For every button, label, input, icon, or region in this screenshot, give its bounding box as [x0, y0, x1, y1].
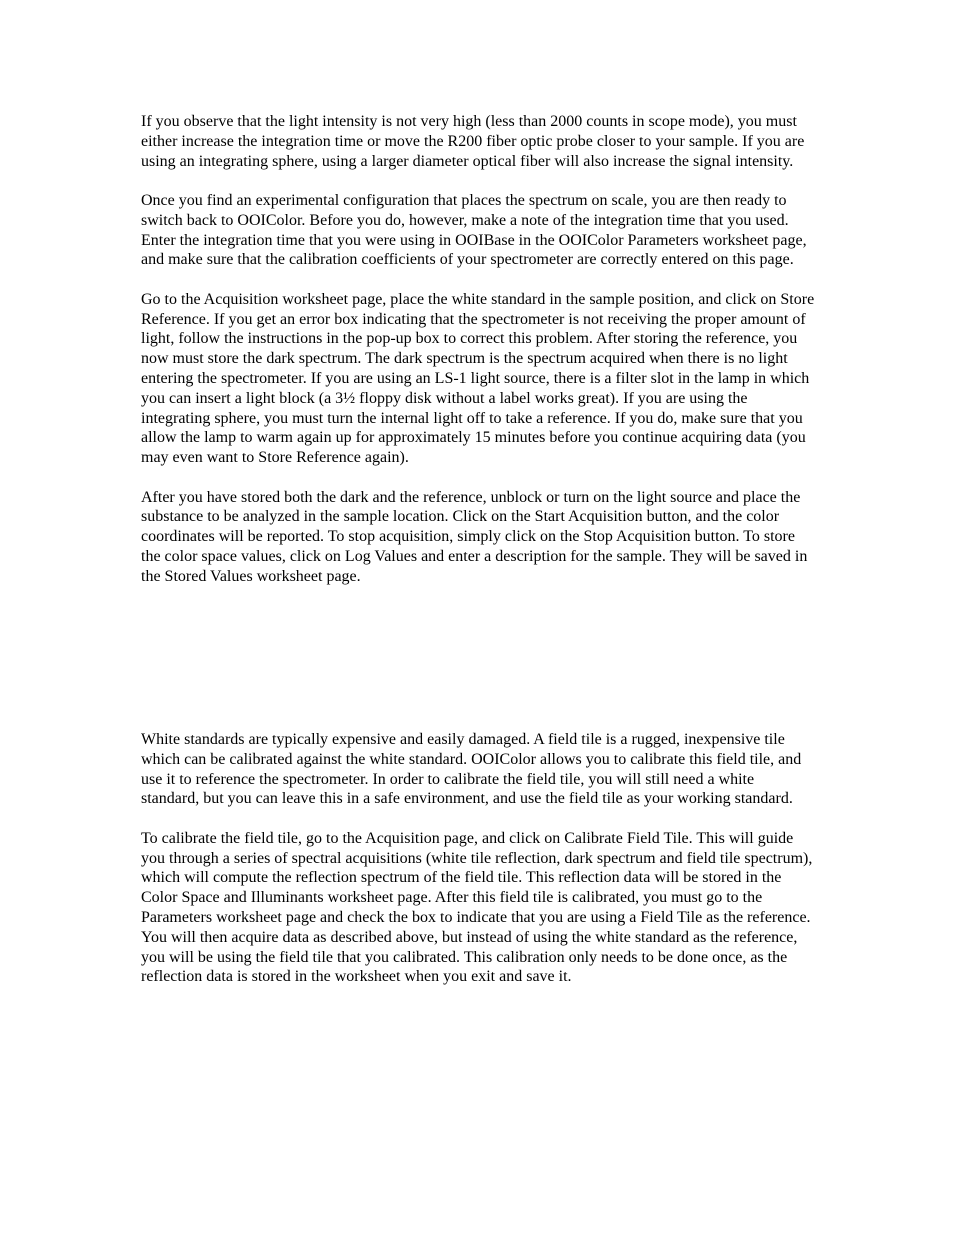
section-acquisition-setup — [141, 112, 816, 587]
section-field-tile — [141, 730, 816, 1007]
paragraph-calibrate-field-tile: To calibrate the field tile, go to the Acquisition page, and click on Calibrate Field Tile. This will guide you through a series of spectral acquisitions (white tile reflection, dark spectrum and field tile spectrum), which will compute the reflection spectrum of the field tile. This reflection data will be stored in the Color Space and Illuminants worksheet page. After this field tile is calibrated, you must go to the Parameters worksheet page and check the box to indicate that you are using a Field Tile as the reference. You will then acquire data as described above, but instead of using the white standard as the reference, you will be using the field tile that you calibrated. This calibration only needs to be done once, as the reflection data is stored in the worksheet when you exit and save it. — [141, 829, 813, 986]
paragraph-integration-time: Once you find an experimental configuration that places the spectrum on scale, you are then ready to switch back to OOIColor. Before you do, however, make a note of the integration time that you used. Enter the integration time that you were using in OOIBase in the OOIColor Parameters worksheet page, and make sure that the calibration coefficients of your spectrometer are correctly entered on this page. — [141, 191, 807, 269]
paragraph-light-intensity: If you observe that the light intensity is not very high (less than 2000 counts in scope mode), you must either increase the integration time or move the R200 fiber optic probe closer to your sample. If you are using an integrating sphere, using a larger diameter optical fiber will also increase the signal intensity. — [141, 113, 805, 170]
document-page — [141, 112, 816, 986]
paragraph-white-standards: White standards are typically expensive and easily damaged. A field tile is a rugged, inexpensive tile which can be calibrated against the white standard. OOIColor allows you to calibrate this field tile, and use it to reference the spectrometer. In order to calibrate the field tile, you will still need a white standard, but you can leave this in a safe environment, and use the field tile as your working standard. — [141, 731, 802, 808]
paragraph-start-acquisition: After you have stored both the dark and the reference, unblock or turn on the light source and place the substance to be analyzed in the sample location. Click on the Start Acquisition button, and the color coordinates will be reported. To stop acquisition, simply click on the Stop Acquisition button. To store the color space values, click on Log Values and enter a description for the sample. They will be saved in the Stored Values worksheet page. — [141, 488, 808, 585]
paragraph-store-reference: Go to the Acquisition worksheet page, place the white standard in the sample position, and click on Store Reference. If you get an error box indicating that the spectrometer is not receiving the proper amount of light, follow the instructions in the pop-up box to correct this problem. After storing the reference, you now must store the dark spectrum. The dark spectrum is the spectrum acquired when there is no light entering the spectrometer. If you are using an LS-1 light source, there is a filter slot in the lamp in which you can insert a light block (a 3½ floppy disk without a label works great). If you are using the integrating sphere, you must turn the internal light off to take a reference. If you do, make sure that you allow the lamp to warm again up for approximately 15 minutes before you continue acquiring data (you may even want to Store Reference again). — [141, 290, 815, 467]
